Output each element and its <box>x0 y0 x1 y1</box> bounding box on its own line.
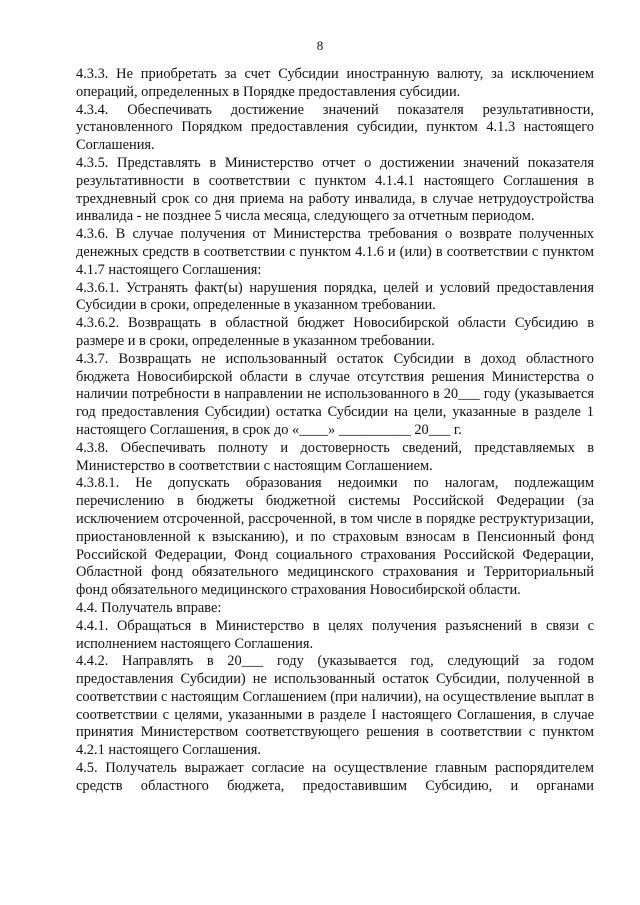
paragraph-4-3-4: 4.3.4. Обеспечивать достижение значений показателя результативности, установленного Порядком предоставления субсидии, пунктом 4.1.3 настоящего Соглашения. <box>76 101 594 154</box>
paragraph-4-4-1: 4.4.1. Обращаться в Министерство в целях получения разъяснений в связи с исполнением настоящего Соглашения. <box>76 617 594 652</box>
paragraph-4-4-2: 4.4.2. Направлять в 20___ году (указывается год, следующий за годом предоставления Субсидии) не использованный остаток Субсидии, полученной в соответствии с настоящим Соглашением (при наличии), на осуществление выплат в соответствии с целями, указанными в разделе I настоящего Соглашения, в случае принятия Министерством соответствующего решения в соответствии с пунктом 4.2.1 настоящего Соглашения. <box>76 653 594 759</box>
page-number: 8 <box>316 38 324 53</box>
document-body <box>76 66 594 796</box>
paragraph-4-3-8-1: 4.3.8.1. Не допускать образования недоимки по налогам, подлежащим перечислению в бюджеты бюджетной системы Российской Федерации (за исключением отсроченной, рассроченной, в том числе в порядке реструктуризации, приостановленной к взысканию), и по страховым взносам в Пенсионный фонд Российской Федерации, Фонд социального страхования Российской Федерации, Областной фонд обязательного медицинского страхования и Территориальный фонд обязательного медицинского страхования Новосибирской области. <box>76 475 594 599</box>
paragraph-4-3-8: 4.3.8. Обеспечивать полноту и достоверность сведений, представляемых в Министерство в соответствии с настоящим Соглашением. <box>76 439 594 474</box>
paragraph-4-3-6-2: 4.3.6.2. Возвращать в областной бюджет Новосибирской области Субсидию в размере и в сроки, определенные в указанном требовании. <box>76 315 594 349</box>
paragraph-4-3-5: 4.3.5. Представлять в Министерство отчет о достижении значений показателя результативности в соответствии с пунктом 4.1.4.1 настоящего Соглашения в трехдневный срок со дня приема на работу инвалида, в случае нетрудоустройства инвалида - не позднее 5 числа месяца, следующего за отчетным периодом. <box>76 154 594 225</box>
paragraph-4-3-6: 4.3.6. В случае получения от Министерства требования о возврате полученных денежных средств в соответствии с пунктом 4.1.6 и (или) в соответствии с пунктом 4.1.7 настоящего Соглашения: <box>76 226 594 278</box>
paragraph-4-4: 4.4. Получатель вправе: <box>76 599 222 616</box>
paragraph-4-3-6-1: 4.3.6.1. Устранять факт(ы) нарушения порядка, целей и условий предоставления Субсидии в сроки, определенные в указанном требовании. <box>76 279 594 314</box>
paragraph-4-3-7: 4.3.7. Возвращать не использованный остаток Субсидии в доход областного бюджета Новосибирской области в случае отсутствия решения Министерства о наличии потребности в направлении не использованного в 20___ году (указывается год предоставления Субсидии) остатка Субсидии на цели, указанные в разделе 1 настоящего Соглашения, в срок до «____» __________ 20___ г. <box>76 350 594 438</box>
paragraph-4-3-3: 4.3.3. Не приобретать за счет Субсидии иностранную валюту, за исключением операций, определенных в Порядке предоставления субсидии. <box>76 66 594 100</box>
paragraph-4-5: 4.5. Получатель выражает согласие на осуществление главным распорядителем средств областного бюджета, предоставившим Субсидию, и органами <box>76 760 594 794</box>
